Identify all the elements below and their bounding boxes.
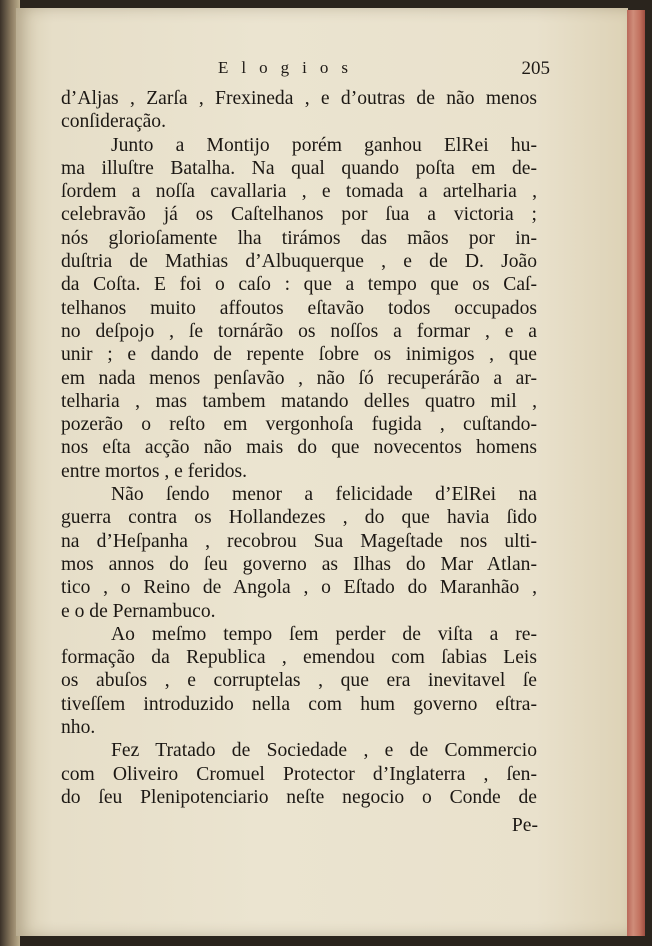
running-title: Elogios [218, 58, 361, 77]
text-line: nós glorioſamente lha tirámos das mãos por in- [61, 227, 537, 249]
text-line: celebravão já os Caſtelhanos por ſua a victoria ; [61, 204, 537, 226]
text-line: conſideração. [61, 111, 166, 133]
text-line: entre mortos , e feridos. [61, 460, 248, 482]
text-line: d’Aljas , Zarſa , Frexineda , e d’outras de não menos [61, 88, 537, 109]
text-line: na d’Heſpanha , recobrou Sua Mageſtade nos ulti- [61, 530, 537, 552]
text-line: os abuſos , e corruptelas , que era inevitavel ſe [61, 670, 537, 692]
text-line: e o de Pernambuco. [61, 600, 216, 622]
text-line: unir ; e dando de repente ſobre os inimigos , que [61, 344, 537, 366]
text-line: duſtria de Mathias d’Albuquerque , e de D. João [61, 251, 537, 273]
text-line: guerra contra os Hollandezes , do que havia ſido [61, 507, 537, 529]
text-line: ſordem a noſſa cavallaria , e tomada a artelharia , [61, 181, 537, 203]
text-line: da Coſta. E foi o caſo : que a tempo que os Caſ- [61, 274, 537, 296]
body-text [61, 87, 537, 809]
page-edge-red [627, 10, 645, 936]
text-line: tiveſſem introduzido nella com hum governo eſtra- [61, 693, 537, 715]
text-line: telharia , mas tambem matando delles quatro mil , [61, 390, 537, 412]
text-line: pozerão o reſto em vergonhoſa fugida , cuſtando- [61, 414, 537, 436]
text-line: nos eſta acção não mais do que novecentos homens [61, 437, 537, 459]
text-line: mos annos do ſeu governo as Ilhas do Mar Atlan- [61, 553, 537, 575]
text-line: telhanos muito affoutos eſtavão todos occupados [61, 297, 537, 319]
text-line: Não ſendo menor a felicidade d’ElRei na [111, 484, 537, 506]
text-line: com Oliveiro Cromuel Protector d’Inglaterra , ſen- [61, 763, 537, 785]
text-line: Junto a Montijo porém ganhou ElRei hu- [111, 134, 537, 156]
text-line: Ao meſmo tempo ſem perder de viſta a re- [111, 623, 537, 645]
text-line: formação da Republica , emendou com ſabias Leis [61, 647, 537, 669]
text-line: ma illuſtre Batalha. Na qual quando poſta em de- [61, 157, 537, 179]
text-line: no deſpojo , ſe tornárão os noſſos a formar , e a [61, 320, 537, 342]
text-line: tico , o Reino de Angola , o Eſtado do Maranhão , [61, 577, 537, 599]
page-header [60, 58, 550, 86]
text-line: nho. [61, 717, 96, 739]
text-line: em nada menos penſavão , não ſó recuperárão a ar- [61, 367, 537, 389]
page-number: 205 [521, 58, 550, 79]
catchword: Pe- [511, 815, 538, 836]
text-line: do ſeu Plenipotenciario neſte negocio o Conde de [61, 786, 537, 808]
text-line: Fez Tratado de Sociedade , e de Commercio [111, 740, 537, 762]
